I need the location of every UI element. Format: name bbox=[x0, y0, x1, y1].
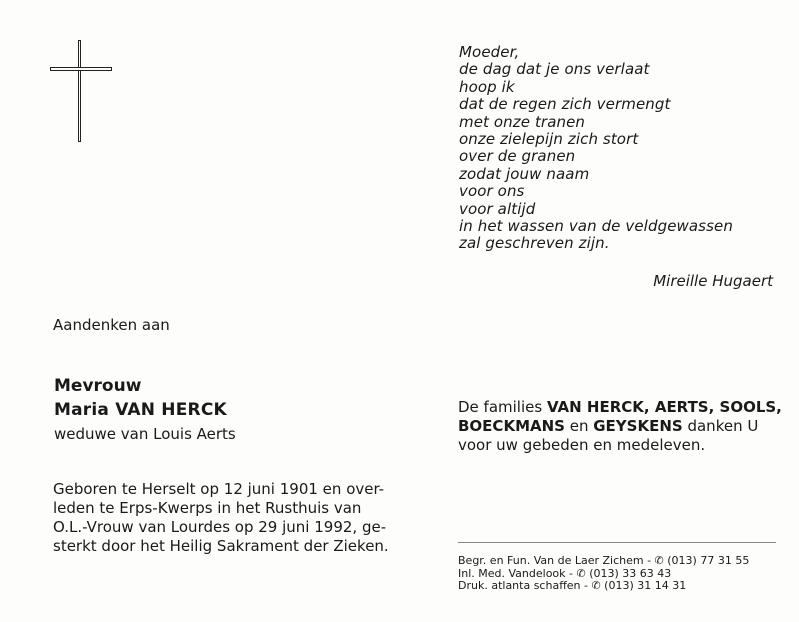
bio-line: Geboren te Herselt op 12 juni 1901 en over- bbox=[53, 480, 385, 498]
poem-line: de dag dat je ons verlaat bbox=[459, 60, 650, 79]
credit-line: Inl. Med. Vandelook - ✆ (013) 33 63 43 bbox=[458, 566, 672, 580]
family-name-boeckmans: BOECKMANS bbox=[458, 417, 565, 435]
printer-credits bbox=[458, 555, 749, 593]
widow-of: weduwe van Louis Aerts bbox=[54, 425, 236, 443]
poem-line: zal geschreven zijn. bbox=[459, 234, 610, 253]
poem-author: Mireille Hugaert bbox=[653, 272, 773, 290]
poem-line: Moeder, bbox=[459, 43, 520, 61]
thanks-and: en bbox=[564, 417, 594, 435]
thanks-prefix: De families bbox=[458, 398, 547, 416]
biography bbox=[53, 480, 389, 556]
deceased-title: Mevrouw bbox=[54, 376, 142, 396]
credit-line: Begr. en Fun. Van de Laer Zichem - ✆ (013) 77 31 55 bbox=[458, 554, 750, 567]
poem-line: over de granen bbox=[459, 147, 576, 166]
remembrance-label: Aandenken aan bbox=[53, 316, 170, 334]
poem-line: met onze tranen bbox=[459, 112, 586, 131]
bio-line: O.L.-Vrouw van Lourdes op 29 juni 1992, ge- bbox=[53, 518, 387, 536]
family-names: VAN HERCK, AERTS, SOOLS, bbox=[546, 398, 782, 416]
deceased-name: Maria VAN HERCK bbox=[54, 400, 227, 420]
thanks-line-2 bbox=[458, 417, 776, 436]
thanks-line-1 bbox=[458, 398, 782, 417]
bio-line: sterkt door het Heilig Sakrament der Zieken. bbox=[53, 537, 389, 555]
family-thanks bbox=[458, 398, 782, 455]
poem bbox=[459, 44, 733, 253]
poem-line: voor altijd bbox=[459, 199, 536, 218]
bio-line: leden te Erps-Kwerps in het Rusthuis van bbox=[53, 499, 362, 517]
credit-line: Druk. atlanta schaffen - ✆ (013) 31 14 31 bbox=[458, 579, 687, 592]
poem-line: voor ons bbox=[459, 182, 525, 201]
poem-line: dat de regen zich vermengt bbox=[459, 95, 671, 114]
poem-line: onze zielepijn zich stort bbox=[459, 130, 639, 149]
thanks-suffix: danken U bbox=[682, 417, 759, 435]
family-name-geyskens: GEYSKENS bbox=[593, 417, 683, 435]
thanks-line-3: voor uw gebeden en medeleven. bbox=[458, 436, 706, 454]
poem-line: in het wassen van de veldgewassen bbox=[459, 217, 733, 236]
cross-icon bbox=[50, 40, 112, 142]
divider bbox=[458, 542, 776, 543]
poem-line: hoop ik bbox=[459, 77, 515, 96]
poem-line: zodat jouw naam bbox=[459, 164, 590, 183]
